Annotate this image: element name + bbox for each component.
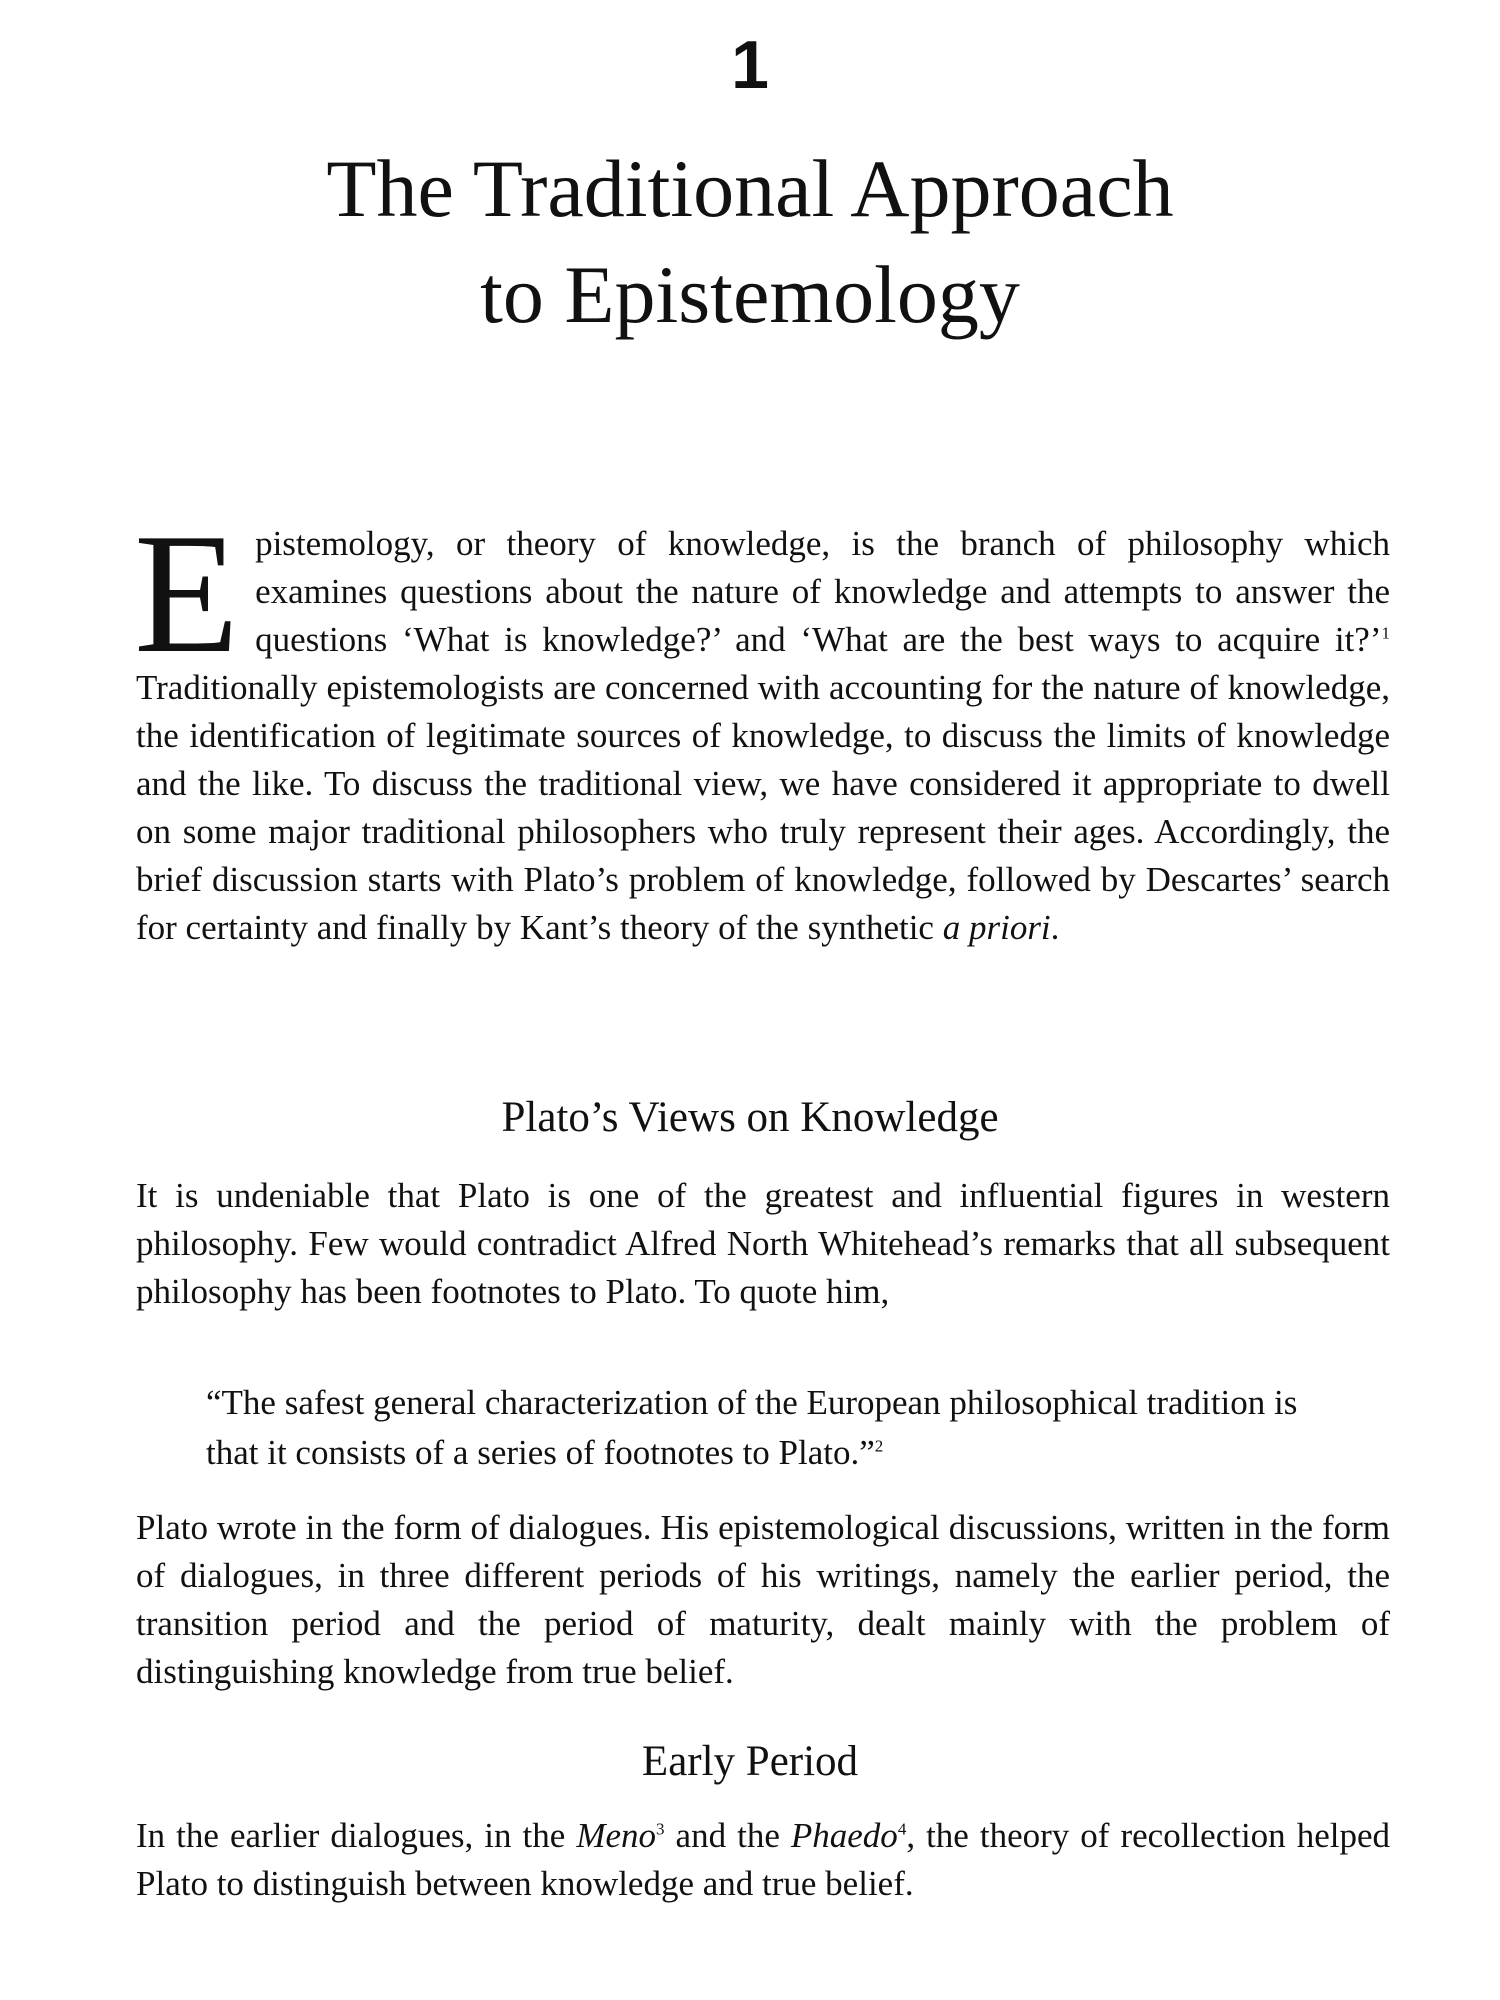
intro-text-2: Traditionally epistemologists are concerned with accounting for the nature of knowledge, the identification of legitimate sources of knowledge, to discuss the limits of knowledge and the like. To discuss the traditional view, we have considered it appropriate to dwell on some major traditional philosophers who truly represent their ages. Accordingly, the brief discussion starts with Plato’s problem of knowledge, followed by Descartes’ search for certainty and finally by Kant’s theory of the synthetic [136, 668, 1390, 947]
quote-text: “The safest general characterization of the European philosophical tradition is that it consists of a series of footnotes to Plato.” [206, 1383, 1298, 1472]
early-period-paragraph [136, 1812, 1390, 1908]
chapter-title-line-2: to Epistemology [480, 249, 1020, 340]
footnote-ref-1: 1 [1381, 623, 1390, 643]
intro-paragraph [134, 499, 1390, 952]
whitehead-quote [206, 1378, 1326, 1478]
plato-paragraph: It is undeniable that Plato is one of the greatest and influential figures in western philosophy. Few would contradict Alfred North Whitehead’s remarks that all subsequent philosophy has been footnotes to Plato. To quote him, [136, 1176, 1390, 1311]
chapter-number: 1 [731, 27, 769, 103]
dialogues-paragraph: Plato wrote in the form of dialogues. His epistemological discussions, written in the form of dialogues, in three different periods of his writings, namely the earlier period, the transition period and the period of maturity, dealt mainly with the problem of distinguishing knowledge from true belief. [136, 1508, 1390, 1691]
footnote-ref-2: 2 [874, 1436, 884, 1456]
section-heading-plato: Plato’s Views on Knowledge [501, 1094, 999, 1141]
footnote-ref-4: 4 [897, 1819, 907, 1839]
early-text-2: and the [664, 1816, 791, 1855]
meno-title: Meno [576, 1816, 657, 1855]
early-text-3: , the theory of recollection helped Plato to distinguish between knowledge and true belief. [136, 1816, 1391, 1903]
section-heading-early-period: Early Period [641, 1738, 859, 1785]
intro-italic-term: a priori [942, 908, 1051, 947]
intro-text-1: pistemology, or theory of knowledge, is the branch of philosophy which examines questions about the nature of knowledge and attempts to answer the questions ‘What is knowledge?’ and ‘What are the best ways to acquire it?’ [255, 524, 1390, 659]
intro-end: . [1050, 908, 1060, 947]
phaedo-title: Phaedo [790, 1816, 898, 1855]
drop-cap: E [134, 499, 240, 689]
footnote-ref-3: 3 [656, 1819, 665, 1839]
chapter-title-line-1: The Traditional Approach [326, 143, 1174, 234]
early-text-1: In the earlier dialogues, in the [136, 1816, 577, 1855]
chapter-title [0, 136, 1500, 348]
